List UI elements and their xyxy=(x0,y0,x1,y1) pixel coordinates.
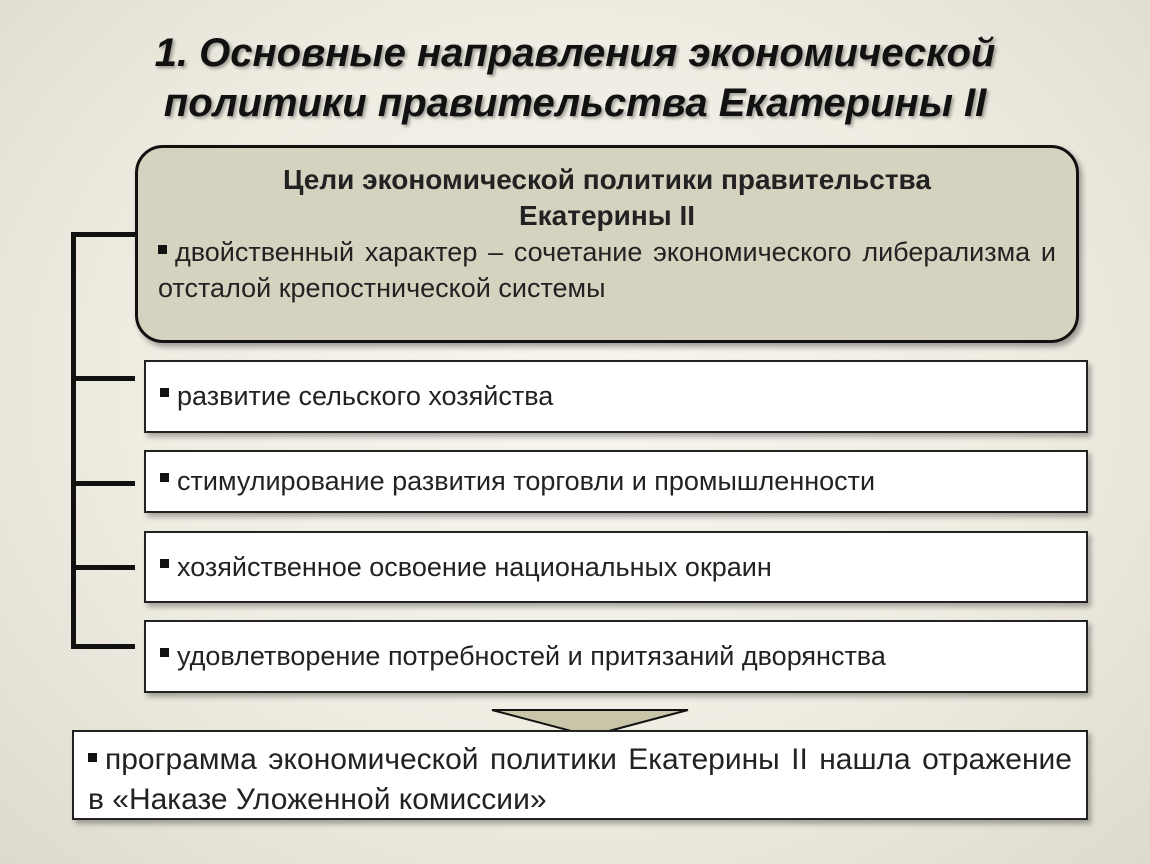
goal-text xyxy=(158,234,1056,306)
slide-title-line-2: политики правительства Екатерины II xyxy=(163,81,987,125)
bracket-connector-2 xyxy=(71,481,135,486)
direction-text-2: стимулирование развития торговли и промышленности xyxy=(177,466,876,496)
goal-title xyxy=(158,162,1056,234)
square-bullet-icon xyxy=(160,559,169,568)
bracket-connector-4 xyxy=(71,644,135,649)
bracket-vertical-line xyxy=(71,232,76,648)
goal-title-line-1: Цели экономической политики правительства xyxy=(283,164,931,195)
direction-text-1: развитие сельского хозяйства xyxy=(177,381,554,411)
conclusion-text: программа экономической политики Екатерины II нашла отражение в «Наказе Уложенной комиссии» xyxy=(88,743,1072,816)
slide-title xyxy=(0,28,1150,128)
square-bullet-icon xyxy=(160,648,169,657)
goal-box xyxy=(135,145,1079,343)
direction-text-3: хозяйственное освоение национальных окраин xyxy=(177,551,772,582)
square-bullet-icon xyxy=(160,388,169,397)
direction-item-4 xyxy=(144,620,1088,693)
bracket-connector-goal xyxy=(71,232,135,237)
goal-title-line-2: Екатерины II xyxy=(518,200,696,231)
square-bullet-icon xyxy=(88,753,97,762)
direction-item-2 xyxy=(144,450,1088,513)
conclusion-box xyxy=(72,730,1088,820)
direction-item-1 xyxy=(144,360,1088,433)
goal-text-content: двойственный характер – сочетание экономического либерализма и отсталой крепостнической системы xyxy=(158,237,1056,303)
square-bullet-icon xyxy=(158,245,167,254)
direction-text-4: удовлетворение потребностей и притязаний дворянства xyxy=(177,641,886,671)
direction-item-3 xyxy=(144,531,1088,603)
slide-title-line-1: 1. Основные направления экономической xyxy=(154,31,996,75)
bracket-connector-3 xyxy=(71,565,135,570)
square-bullet-icon xyxy=(160,473,169,482)
bracket-connector-1 xyxy=(71,376,135,381)
